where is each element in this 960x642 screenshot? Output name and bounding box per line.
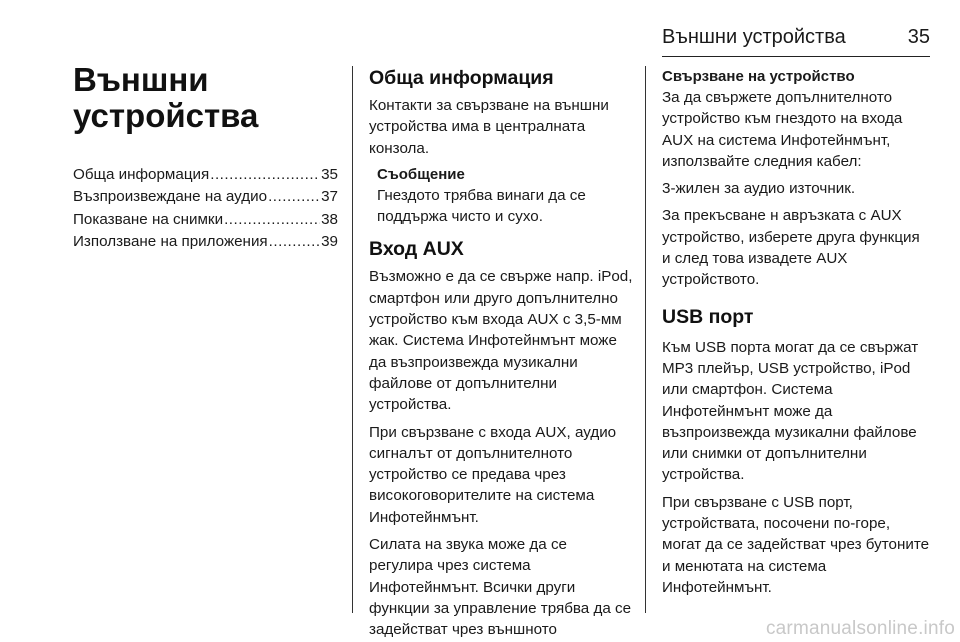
section-heading-usb: USB порт [662,305,754,328]
toc-label: Използване на приложения [73,232,268,250]
column-divider-left [352,66,353,613]
chapter-title-line-1: Външни [73,61,209,98]
header-rule [662,56,930,57]
usb-paragraph-1: Към USB порта могат да се свържат MP3 плейър, USB устройство, iPod или смартфон. Система Инфотейнмънт може да възпроизвежда музикални файлове или снимки от допълнителни устройства. [662,338,919,484]
note-text: Гнездото трябва винаги да се поддържа чисто и сухо. [377,186,586,226]
connect-paragraph-2: 3-жилен за аудио източник. [662,180,856,198]
toc-leader-dots [224,209,320,231]
usb-paragraph-2: При свързване с USB порт, устройствата, посочени по-горе, могат да се задействат чрез бутоните и менютата на система Инфотейнмънт. [662,493,930,596]
chapter-title [73,62,338,134]
toc-entry[interactable] [73,186,338,208]
connect-paragraph-1: За да свържете допълнителното устройство към гнездото на входа AUX на система Инфотейнмънт, използвайте следния кабел: [662,89,903,170]
left-column [73,62,338,253]
toc-entry[interactable] [73,164,338,186]
toc-page: 39 [321,232,338,250]
toc-page: 38 [321,210,338,228]
toc-leader-dots [210,164,320,186]
column-divider-right [645,66,646,613]
toc-entry[interactable] [73,231,338,253]
page-header [662,26,930,52]
section-heading-aux: Вход AUX [369,238,464,261]
toc-label: Обща информация [73,166,210,183]
table-of-contents [73,164,338,253]
running-title: Външни устройства [662,26,846,48]
toc-page: 35 [321,166,338,183]
toc-page: 37 [321,188,338,206]
page-number: 35 [907,26,930,48]
aux-paragraph-2: При свързване с входа AUX, аудио сигналът от допълнителното устройство се предава чрез високоговорителите на система Инфотейнмънт. [369,423,617,526]
section-heading-general: Обща информация [369,67,554,89]
middle-column [369,62,634,642]
note-box [377,165,634,228]
aux-paragraph-3: Силата на звука може да се регулира чрез система Инфотейнмънт. Всички други функции за управление трябва да се задействат чрез външното [369,536,632,639]
chapter-title-line-2: устройства [73,97,259,134]
aux-paragraph-1: Възможно е да се свърже напр. iPod, смартфон или друго допълнително устройство към входа AUX с 3,5-мм жак. Система Инфотейнмънт може да възпроизвежда музикални файлове от допълнителни устройства. [369,268,633,414]
note-title: Съобщение [377,165,465,183]
toc-leader-dots [269,231,320,253]
subheading-connect-device: Свързване на устройство [662,68,855,85]
toc-label: Възпроизвеждане на аудио [73,188,268,206]
toc-entry[interactable] [73,209,338,231]
toc-label: Показване на снимки [73,210,224,228]
intro-paragraph: Контакти за свързване на външни устройства има в централната конзола. [369,97,609,157]
watermark: carmanualsonline.info [765,618,955,639]
right-column [662,62,932,604]
toc-leader-dots [268,186,320,208]
connect-paragraph-3: За прекъсване н авръзката с AUX устройство, изберете друга функция и след това извадете AUX устройството. [662,207,920,289]
